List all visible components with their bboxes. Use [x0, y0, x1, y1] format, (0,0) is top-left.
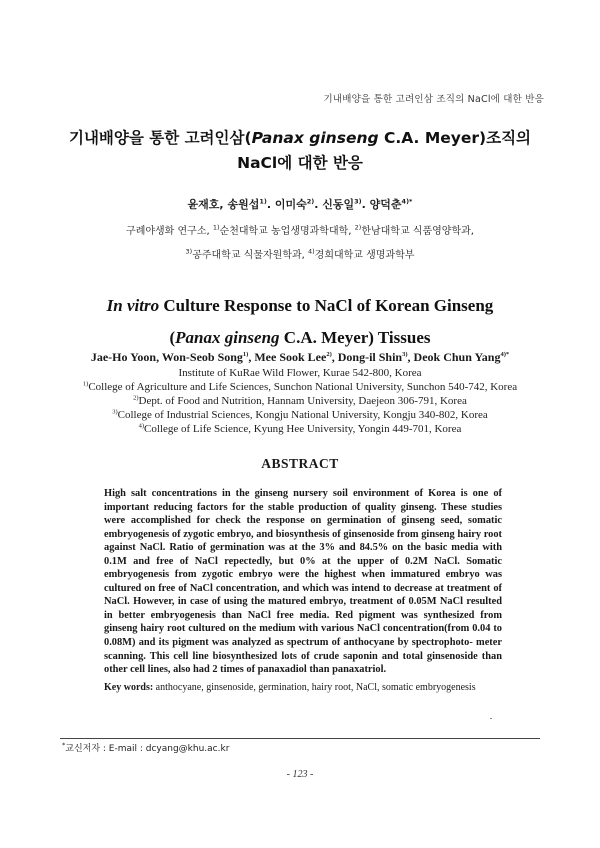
footnote-divider	[60, 738, 540, 739]
korean-author: 윤재호	[187, 198, 220, 211]
english-author: Won-Seob Song	[161, 350, 243, 364]
affiliation-marker: 1)	[242, 351, 249, 358]
korean-title-line2: NaCl에 대한 반응	[237, 154, 363, 172]
affiliation-marker: 2)	[133, 394, 139, 402]
english-title-species: Panax ginseng	[175, 328, 280, 347]
english-affiliation: $^{2)}$Dept. of Food and Nutrition, Hannam University, Daejeon 306-791, Korea	[133, 394, 467, 407]
korean-affiliation: 공주대학교 식물자원학과,	[192, 250, 308, 261]
running-head: 기내배양을 통한 고려인삼 조직의 NaCl에 대한 반응	[323, 94, 544, 105]
english-title	[0, 290, 600, 354]
affiliation-marker: 3)	[402, 351, 408, 358]
affiliation-marker: 1)	[259, 197, 267, 206]
english-title-line2: C.A. Meyer) Tissues	[279, 328, 431, 347]
korean-affiliation: 순천대학교 농업생명과학대학,	[219, 226, 355, 237]
korean-author: 이미숙	[274, 198, 307, 211]
affiliation-marker: 4)	[308, 247, 315, 256]
english-affiliation: $^{4)}$College of Life Science, Kyung Hee University, Yongin 449-701, Korea	[138, 422, 462, 435]
affiliation-marker: 2)	[354, 223, 362, 232]
affiliation-marker: 1)	[82, 380, 89, 388]
affiliation-marker: 4)	[138, 422, 145, 430]
corresponding-author-footnote	[62, 741, 229, 754]
affiliation-marker: 3)	[112, 408, 118, 416]
affiliation-marker: 3)	[185, 247, 193, 256]
english-title-italic: In vitro	[106, 296, 160, 315]
english-title-line1: Culture Response to NaCl of Korean Ginseng	[159, 296, 494, 315]
abstract-body: High salt concentrations in the ginseng nursery soil environment of Korea is one of important reducing factors for the stable production of quality ginseng. These studies were accomplished for check the response on germination of ginseng seed, somatic embryogenesis of zygotic embryo, and biosynthesis of ginsenoside from ginseng hairy root against NaCl. Ratio of germination was at the 3% and 84.5% on the basic media with 0.1M and free of NaCl repectedly, but 0% at the upper of 0.2M NaCl. Somatic embryogenesis from zygotic embryo were the highest when immatured embryo was cultured on free of NaCl concentration, and which was intend to decrease at treatment of NaCl. However, in case of using the matured embryo, treatment of 0.05M NaCl resulted in better embryogenesis than NaCl free media. Red pigment was synthesized from ginseng hairy root cultured on the medium with various NaCl concentration(from 0.04 to 0.08M) and its pigment was analyzed as spectrum of anthocyane by spectrophoto- meter scanning. This cell line biosynthesized lots of crude saponin and total ginsenoside than other cell lines, also had 2 times of panaxadiol than panaxatriol.	[104, 488, 502, 676]
english-affiliation: $^{1)}$College of Agriculture and Life Sciences, Sunchon National University, Sunchon 540-742, Korea	[82, 380, 518, 393]
korean-title	[0, 126, 600, 176]
korean-author: 신동일	[322, 198, 355, 211]
english-affiliation: $^{3)}$College of Industrial Sciences, Kongju National University, Kongju 340-802, Korea	[112, 408, 488, 421]
scan-mark	[490, 718, 492, 719]
english-authors: Jae-Ho Yoon, Won-Seob Song$^{1)}$, Mee Sook Lee$^{2)}$, Dong-il Shin$^{3)}$, Deok Chun Yang$^{4)*}$	[90, 350, 510, 364]
english-author: Deok Chun Yang	[413, 350, 501, 364]
page-number: - 123 -	[286, 769, 314, 780]
english-title-paren: (	[169, 328, 176, 347]
korean-authors: 윤재호, 송원섭$^{1)}$. 이미숙$^{2)}$. 신동일$^{3)}$. 양덕춘$^{4)*}$	[187, 197, 413, 211]
abstract-heading: ABSTRACT	[261, 456, 339, 471]
affiliation-marker: 4)*	[401, 197, 413, 206]
korean-title-post: C.A. Meyer)조직의	[378, 129, 532, 147]
korean-affiliation: 한남대학교 식품영양학과,	[361, 226, 474, 237]
affiliation-marker: 3)	[354, 197, 362, 206]
footnote-text: 교신저자 : E-mail : dcyang@khu.ac.kr	[65, 744, 230, 754]
korean-title-pre: 기내배양을 통한 고려인삼(	[68, 129, 252, 147]
korean-affiliations-line2	[0, 246, 600, 261]
english-affiliation: Institute of KuRae Wild Flower, Kurae 542-800, Korea	[178, 367, 422, 379]
affiliation-marker: 4)*	[500, 351, 510, 358]
english-author: Dong-il Shin	[337, 350, 403, 364]
keywords-list: anthocyane, ginsenoside, germination, hairy root, NaCl, somatic embryogenesis	[153, 682, 476, 693]
affiliation-marker: 1)	[212, 223, 220, 232]
keywords	[104, 682, 524, 693]
korean-title-species: Panax ginseng	[251, 129, 379, 147]
english-author: Mee Sook Lee	[254, 350, 327, 364]
korean-affiliation: 구례야생화 연구소,	[126, 226, 213, 237]
english-author: Jae-Ho Yoon	[90, 350, 157, 364]
korean-affiliation: 경희대학교 생명과학부	[314, 250, 415, 261]
keywords-label: Key words:	[104, 682, 154, 693]
korean-affiliations-line1	[0, 222, 600, 237]
affiliation-marker: 2)	[326, 351, 332, 358]
korean-author: 양덕춘	[369, 198, 402, 211]
footnote-marker: *	[62, 741, 66, 749]
affiliation-marker: 2)	[306, 197, 315, 206]
korean-author: 송원섭	[227, 198, 260, 211]
